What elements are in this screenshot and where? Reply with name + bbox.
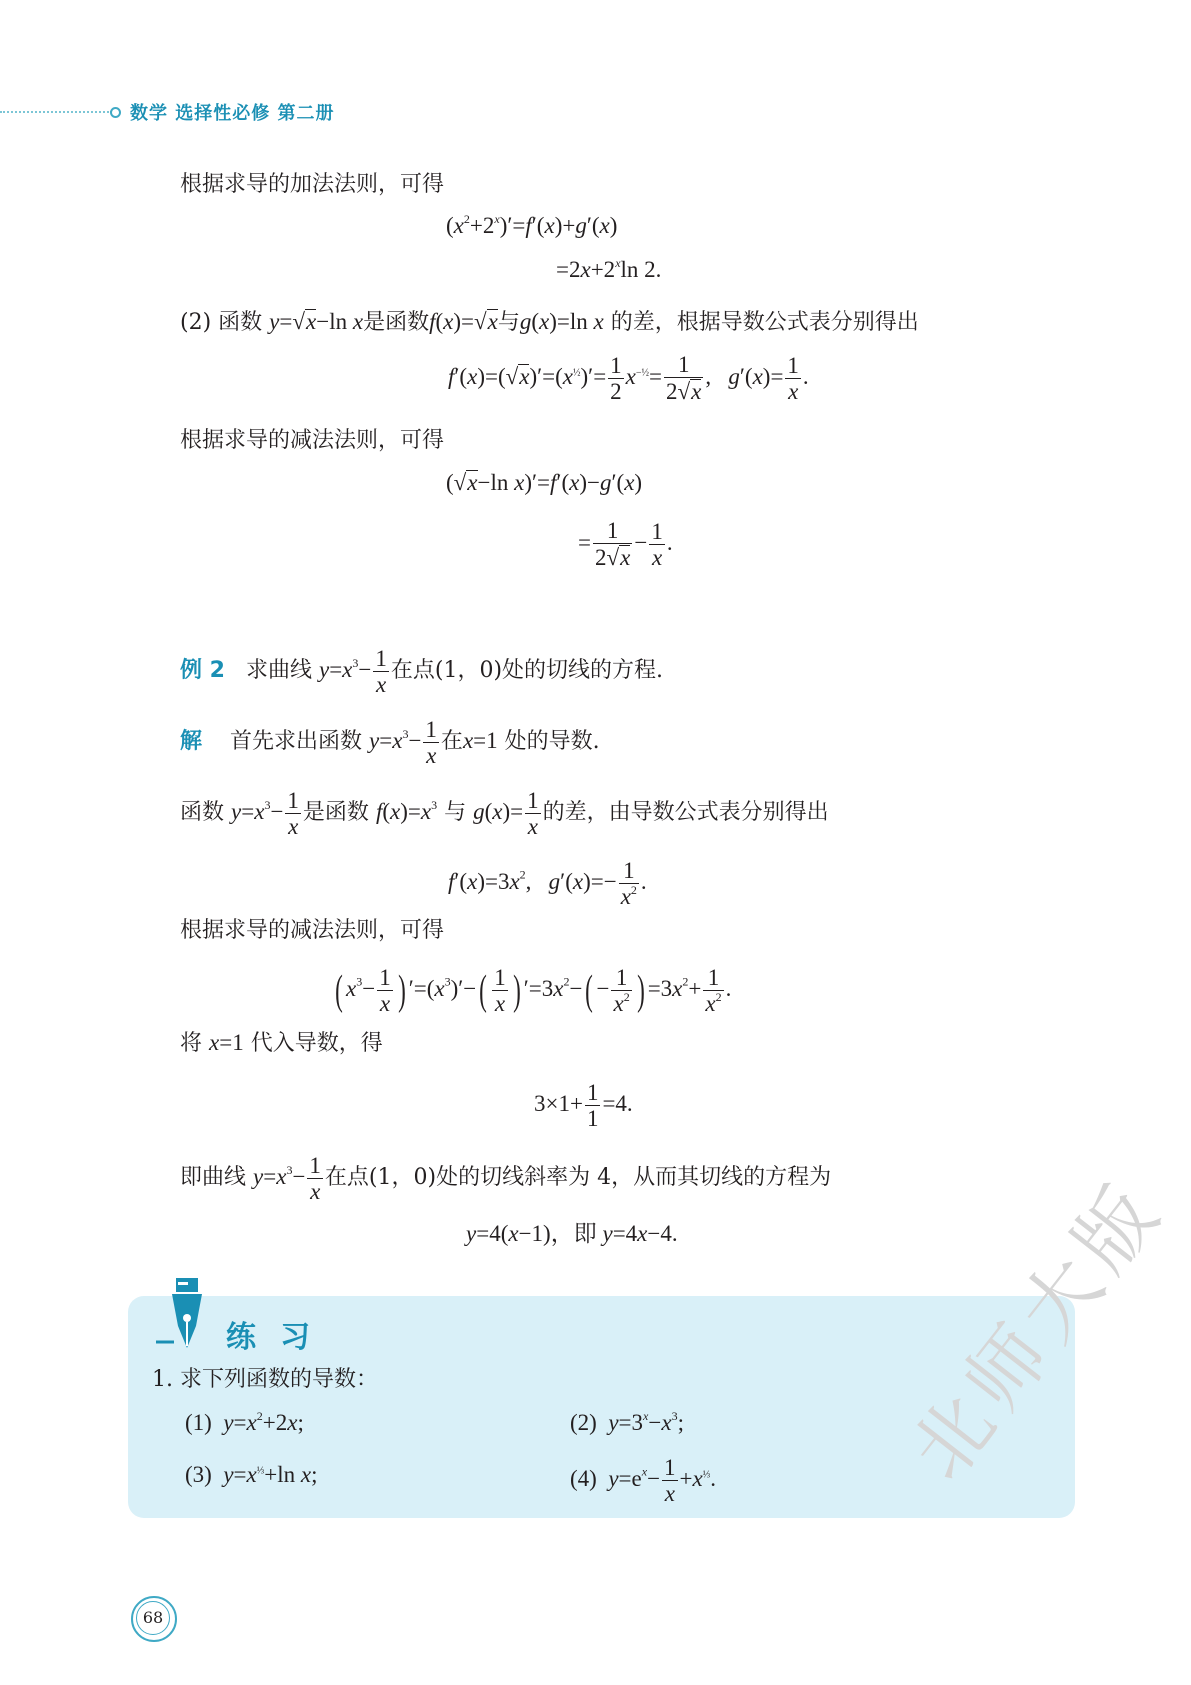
header-dot (110, 107, 121, 118)
exercise-item-2: (2) $y=3^x-x^3$; (570, 1408, 684, 1435)
eq-addition-1: $(x^2+2^x)'=f'(x)+g'(x)$ (446, 211, 618, 238)
para-part-2: (2) 函数 y=√x−ln x是函数f(x)=√x与g(x)=ln x 的差，根据导数公式表分别得出 (180, 309, 919, 335)
eq-subtraction-2: = $\frac{1}{2√x}$ − $\frac{1}{x}$ . (578, 518, 673, 571)
exercise-item-4: (4) $y=e^x-$ $\frac{1}{x}$ $+x^{\frac{1}{3}}$. (570, 1455, 716, 1506)
para-addition-rule: 根据求导的加法法则，可得 (180, 172, 445, 197)
eq-evaluate: 3×1+ $\frac{1}{1}$ =4. (534, 1080, 633, 1131)
page-number-badge (131, 1596, 177, 1642)
header-dotted-line (0, 111, 112, 113)
example-2: 例 2 求曲线 $y=x^3-$ $\frac{1}{x}$ 在点(1，0)处的切线的方程. (180, 646, 664, 697)
exercise-item-3: (3) $y=x^{\frac{1}{3}}+\ln$ x; (185, 1462, 318, 1487)
eq-derivative-expansion: ( $x^3-$ $\frac{1}{x}$ ) $'=(x^3)'-$( $\frac{1}{x}$ ) $'=3x^2-$( − $\frac{1}{x^2}$ ) $=3x^2+$ $\frac{1}{x^2}$ . (335, 965, 732, 1016)
para-subtraction-rule-2: 根据求导的减法法则，可得 (180, 918, 445, 943)
example-2-label: 例 2 (180, 657, 225, 683)
eq-derivatives-2: $f'(x)=(√x)'=(x^{\frac{1}{2}})'=$ $\frac{1}{2}$ $x^{-\frac{1}{2}}=$ $\frac{1}{2√x}$ , g′(x)= $\frac{1}{x}$ . (448, 352, 809, 405)
para-difference: 函数 $y=x^3-$ $\frac{1}{x}$ 是函数 $f(x)=x^3$ 与 g(x)= $\frac{1}{x}$ 的差，由导数公式表分别得出 (180, 788, 829, 839)
para-slope: 即曲线 $y=x^3-$ $\frac{1}{x}$ 在点(1，0)处的切线斜率为 4，从而其切线的方程为 (180, 1153, 832, 1204)
eq-derivatives-ex2: $f'(x)=3x^2$, g′(x)=− $\frac{1}{x^2}$ . (448, 858, 647, 909)
eq-tangent-line: y=4(x−1)，即 y=4x−4. (466, 1221, 678, 1246)
exercise-question-1: 1. 求下列函数的导数： (152, 1367, 378, 1392)
solution-line: 解 首先求出函数 $y=x^3-$ $\frac{1}{x}$ 在x=1 处的导数. (180, 717, 600, 768)
para-substitute: 将 x=1 代入导数，得 (180, 1030, 383, 1056)
eq-addition-2: $=2x+2^x\ln$ 2. (556, 255, 662, 282)
page-number: 68 (136, 1601, 170, 1635)
solution-label: 解 (180, 728, 203, 754)
exercise-title: 练习 (226, 1320, 334, 1355)
pen-nib-icon (156, 1276, 208, 1354)
watermark: 北师大版 (894, 1163, 1182, 1497)
exercise-item-1: (1) $y=x^2+2x$; (185, 1408, 304, 1435)
para-subtraction-rule: 根据求导的减法法则，可得 (180, 428, 445, 453)
eq-subtraction-1: (√x−ln x)′=f′(x)−g′(x) (446, 470, 643, 495)
running-header: 数学 选择性必修 第二册 (130, 103, 335, 124)
